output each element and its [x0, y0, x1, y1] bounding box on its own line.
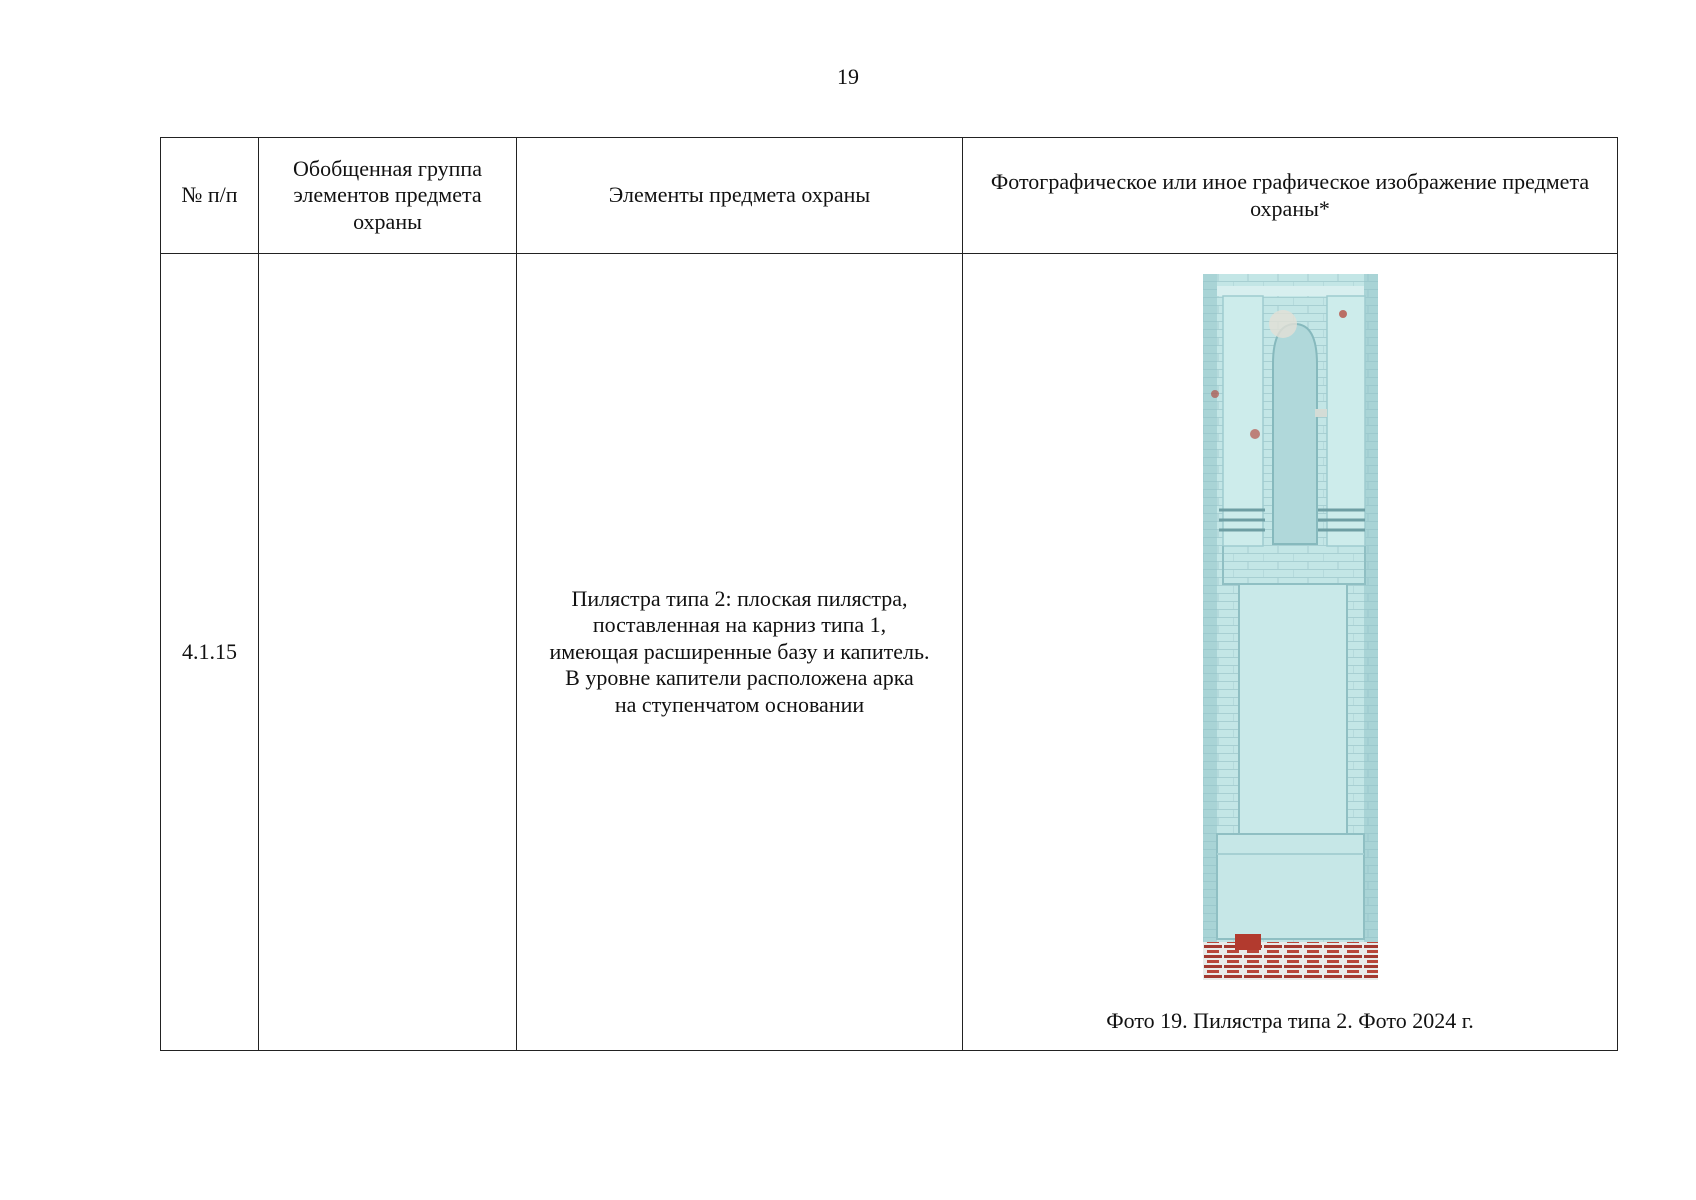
- header-group: Обобщенная группа элементов предмета охраны: [259, 138, 517, 254]
- table-header-row: [161, 138, 1618, 254]
- pilaster-photo: [1203, 274, 1378, 980]
- header-number: № п/п: [161, 138, 259, 254]
- row-number: 4.1.15: [161, 254, 259, 1051]
- protection-subject-table: [160, 137, 1618, 1051]
- page-number: 19: [837, 64, 859, 89]
- header-elements: Элементы предмета охраны: [517, 138, 963, 254]
- photo-caption: Фото 19. Пилястра типа 2. Фото 2024 г.: [1106, 1008, 1474, 1033]
- row-group: [259, 254, 517, 1051]
- table-row: [161, 254, 1618, 1051]
- row-photo-cell: [963, 254, 1618, 1051]
- row-element-description: Пилястра типа 2: плоская пилястра, поставленная на карниз типа 1, имеющая расширенные базу и капитель. В уровне капители расположена арка на ступенчатом основании: [517, 254, 963, 1051]
- header-photo: Фотографическое или иное графическое изображение предмета охраны*: [963, 138, 1618, 254]
